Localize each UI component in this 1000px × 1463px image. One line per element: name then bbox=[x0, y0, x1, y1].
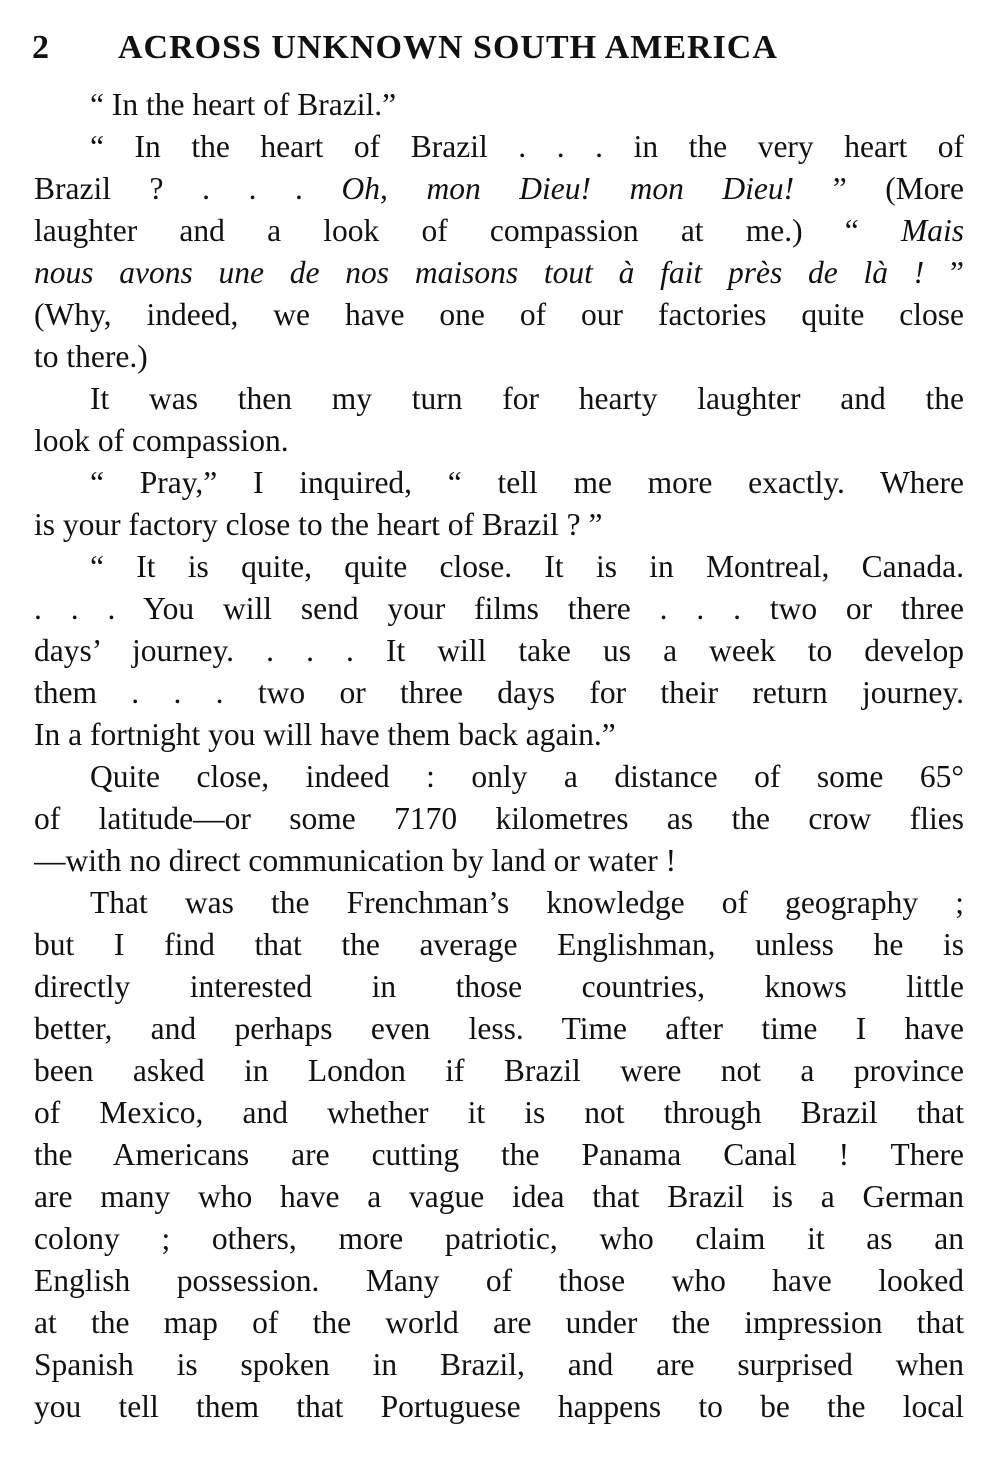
text-line: In a fortnight you will have them back again.” bbox=[34, 717, 616, 752]
text-line: of Mexico, and whether it is not through Brazil that bbox=[34, 1095, 964, 1130]
text-line: —with no direct communication by land or water ! bbox=[34, 843, 677, 878]
text-line: That was the Frenchman’s knowledge of geography ; bbox=[90, 885, 964, 920]
text-line: . . . You will send your films there . . . two or three bbox=[34, 591, 964, 626]
text-line: look of compassion. bbox=[34, 423, 289, 458]
text-run: Brazil ? . . . bbox=[34, 171, 342, 206]
text-line bbox=[34, 168, 964, 210]
text-line: but I find that the average Englishman, unless he is bbox=[34, 927, 964, 962]
text-run: ” bbox=[924, 255, 964, 290]
text-line: “ It is quite, quite close. It is in Montreal, Canada. bbox=[90, 549, 964, 584]
text-line: colony ; others, more patriotic, who claim it as an bbox=[34, 1221, 964, 1256]
italic-french-text: nous avons une de nos maisons tout à fait près de là ! bbox=[34, 255, 925, 290]
body-text bbox=[34, 84, 964, 1428]
text-line: “ In the heart of Brazil . . . in the very heart of bbox=[90, 129, 964, 164]
text-line: It was then my turn for hearty laughter and the bbox=[90, 381, 964, 416]
text-line: you tell them that Portuguese happens to be the local bbox=[34, 1389, 964, 1424]
text-line: the Americans are cutting the Panama Canal ! There bbox=[34, 1137, 964, 1172]
text-line: Spanish is spoken in Brazil, and are surprised when bbox=[34, 1347, 964, 1382]
text-line bbox=[34, 210, 964, 252]
italic-french-text: Oh, mon Dieu! mon Dieu! bbox=[341, 171, 795, 206]
text-line: “ Pray,” I inquired, “ tell me more exactly. Where bbox=[90, 465, 964, 500]
text-run: laughter and a look of compassion at me.) “ bbox=[34, 213, 901, 248]
italic-french-text: Mais bbox=[901, 213, 964, 248]
text-line: are many who have a vague idea that Brazil is a German bbox=[34, 1179, 964, 1214]
text-line: to there.) bbox=[34, 339, 148, 374]
text-line: of latitude—or some 7170 kilometres as the crow flies bbox=[34, 801, 964, 836]
text-line: days’ journey. . . . It will take us a week to develop bbox=[34, 633, 964, 668]
text-run: ” (More bbox=[794, 171, 964, 206]
page-number: 2 bbox=[32, 29, 49, 66]
text-line: better, and perhaps even less. Time after time I have bbox=[34, 1011, 964, 1046]
text-line: Quite close, indeed : only a distance of some 65° bbox=[90, 759, 964, 794]
text-line: English possession. Many of those who have looked bbox=[34, 1263, 964, 1298]
text-line: at the map of the world are under the impression that bbox=[34, 1305, 964, 1340]
page-header bbox=[28, 24, 972, 72]
running-head: ACROSS UNKNOWN SOUTH AMERICA bbox=[118, 29, 778, 66]
text-line bbox=[34, 252, 964, 294]
text-line: directly interested in those countries, knows little bbox=[34, 969, 964, 1004]
text-line: been asked in London if Brazil were not a province bbox=[34, 1053, 964, 1088]
text-line: (Why, indeed, we have one of our factories quite close bbox=[34, 297, 964, 332]
text-line: is your factory close to the heart of Brazil ? ” bbox=[34, 507, 603, 542]
text-line: them . . . two or three days for their return journey. bbox=[34, 675, 964, 710]
text-line: “ In the heart of Brazil.” bbox=[90, 87, 397, 122]
